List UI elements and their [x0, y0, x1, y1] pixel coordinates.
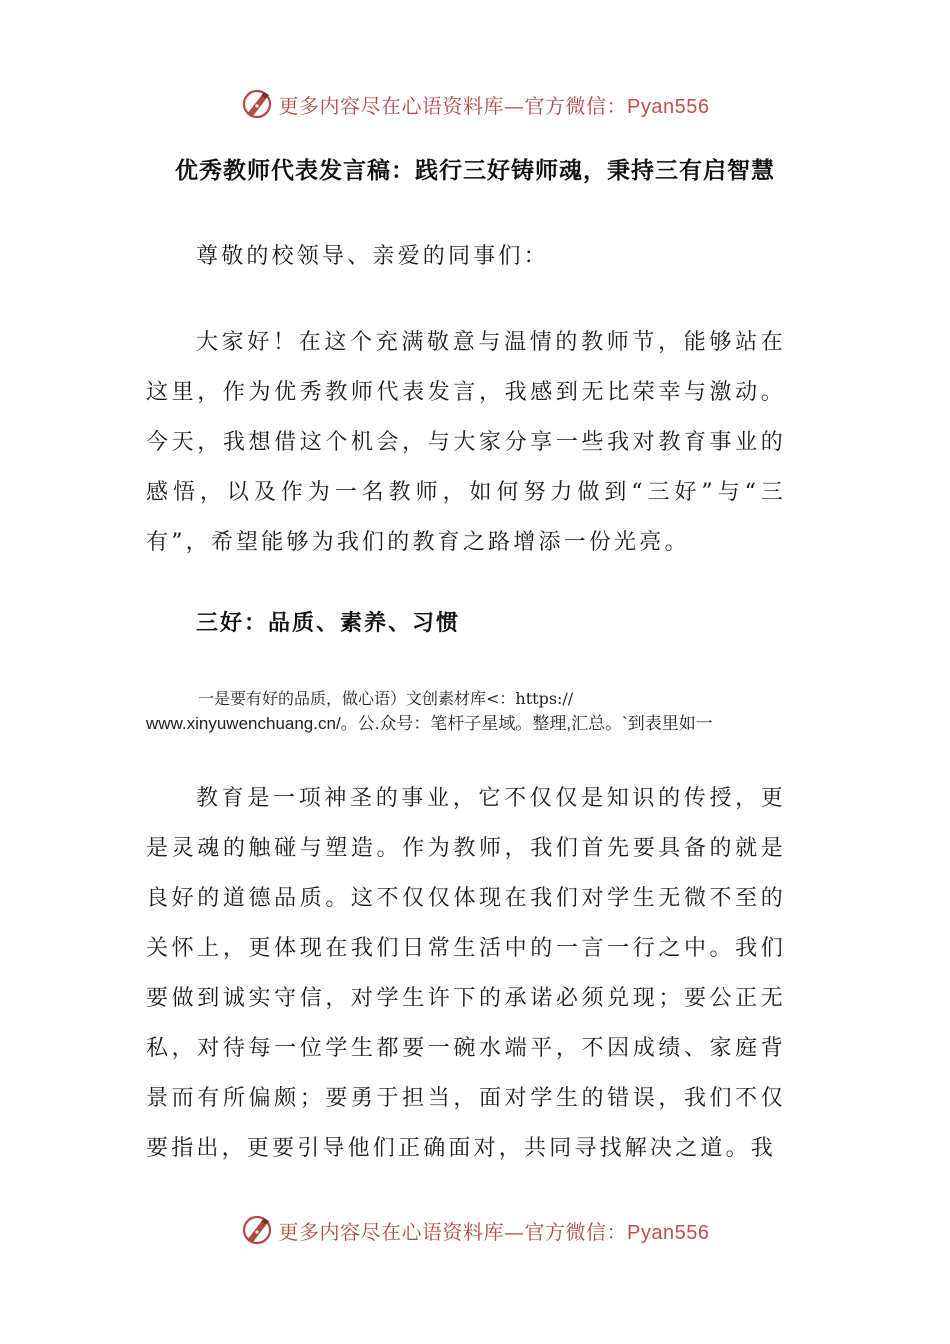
- document-title: 优秀教师代表发言稿：践行三好铸师魂，秉持三有启智慧: [175, 158, 775, 184]
- wechat-id: Pyan556: [627, 95, 710, 118]
- paragraph-intro: 大家好！在这个充满敬意与温情的教师节，能够站在这里，作为优秀教师代表发言，我感到无比荣幸与激动。今天，我想借这个机会，与大家分享一些我对教育事业的感悟，以及作为一名教师，如何努力做到“三好”与“三有”，希望能够为我们的教育之路增添一份光亮。: [146, 330, 786, 555]
- pen-nib-logo-icon: [241, 88, 273, 120]
- embedded-note: [146, 686, 796, 736]
- header-watermark-banner: [0, 84, 950, 124]
- paragraph-quality: 教育是一项神圣的事业，它不仅仅是知识的传授，更是灵魂的触碰与塑造。作为教师，我们首先要具备的就是良好的道德品质。这不仅仅体现在我们对学生无微不至的关怀上，更体现在我们日常生活中的一言一行之中。我们要做到诚实守信，对学生许下的承诺必须兑现；要公正无私，对待每一位学生都要一碗水端平，不因成绩、家庭背景而有所偏颇；要勇于担当，面对学生的错误，我们不仅要指出，更要引导他们正确面对，共同寻找解决之道。我: [146, 786, 786, 1161]
- pen-nib-logo-icon: [241, 1214, 273, 1246]
- note-line-1: 一是要有好的品质，做心语）文创素材库<：https://: [198, 689, 574, 708]
- banner-text: 更多内容尽在心语资料库—官方微信：Pyan556: [278, 1219, 710, 1244]
- wechat-id: Pyan556: [627, 1221, 710, 1244]
- note-line-2: www.xinyuwenchuang.cn/。公.众号：笔杆子星域。整理,汇总。`到表里如一: [146, 714, 713, 733]
- banner-text: 更多内容尽在心语资料库—官方微信：Pyan556: [278, 93, 710, 118]
- footer-watermark-banner: [0, 1210, 950, 1250]
- section-heading: 三好：品质、素养、习惯: [196, 611, 461, 636]
- greeting-line: 尊敬的校领导、亲爱的同事们：: [196, 244, 549, 269]
